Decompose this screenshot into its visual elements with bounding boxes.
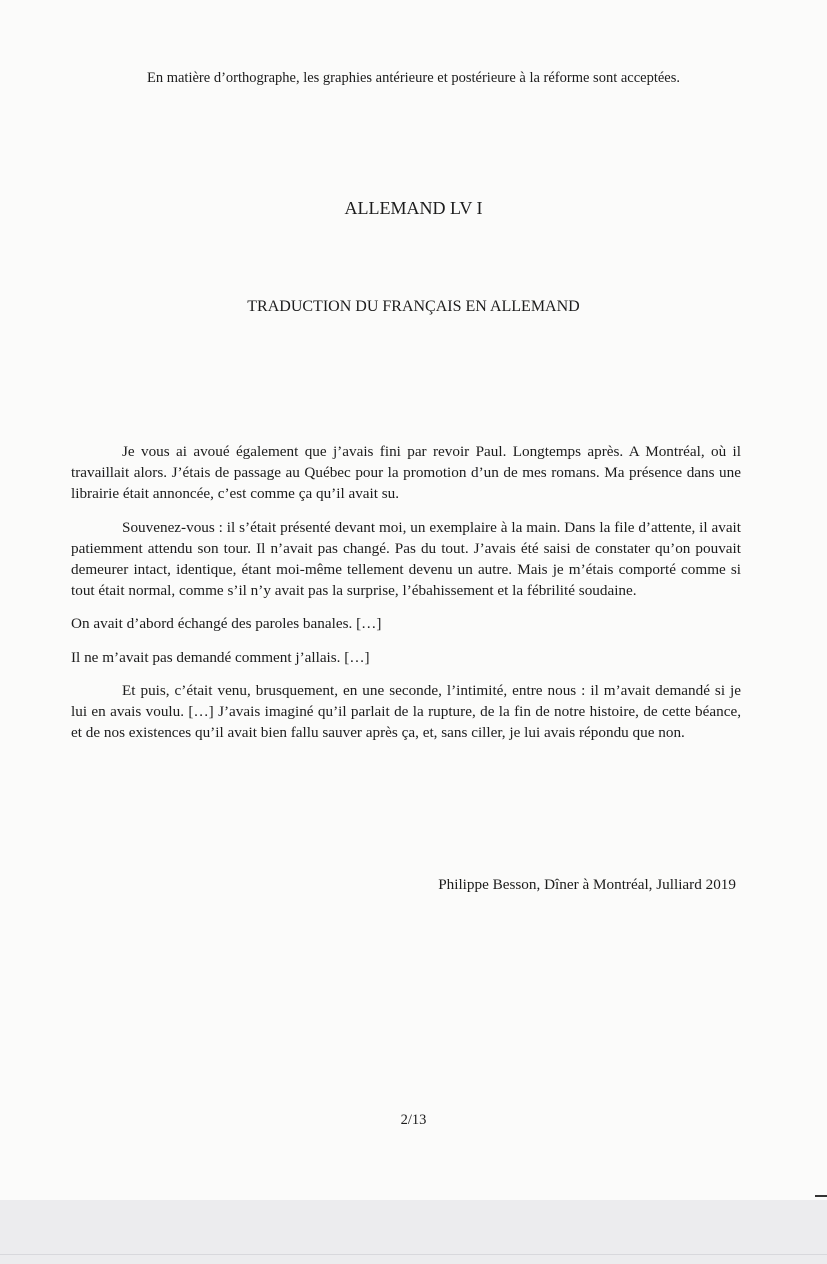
- divider: [0, 1254, 827, 1255]
- spelling-notice: En matière d’orthographe, les graphies antérieure et postérieure à la réforme sont acceptées.: [146, 70, 681, 86]
- source-citation: Philippe Besson, Dîner à Montréal, Julliard 2019: [438, 876, 736, 893]
- paragraph-1: Je vous ai avoué également que j’avais fini par revoir Paul. Longtemps après. A Montréal, où il travaillait alors. J’étais de passage au Québec pour la promotion d’un de mes romans. Ma présence dans une librairie était annoncée, c’est comme ça qu’il avait su.: [71, 443, 741, 503]
- translation-text: [71, 441, 741, 755]
- page-number: 2/13: [400, 1112, 427, 1128]
- paragraph-2: Souvenez-vous : il s’était présenté devant moi, un exemplaire à la main. Dans la file d’attente, il avait patiemment attendu son tour. Il n’avait pas changé. Pas du tout. J’avais été saisi de constater qu’on pouvait demeurer intact, identique, étant moi-même tellement devenu un autre. Mais je m’étais comporté comme si tout était normal, comme s’il n’y avait pas la surprise, l’ébahissement et la fébrilité soudaine.: [71, 518, 741, 600]
- edge-mark: [815, 1195, 827, 1197]
- viewer-bottom-bar: [0, 1200, 827, 1264]
- paragraph-5: Et puis, c’était venu, brusquement, en une seconde, l’intimité, entre nous : il m’avait demandé si je lui en avais voulu. […] J’avais imaginé qu’il parlait de la rupture, de la fin de notre histoire, de cette béance, et de nos existences qu’il avait bien fallu sauver après ça, et, sans ciller, je lui avais répondu que non.: [71, 681, 741, 742]
- page-title: ALLEMAND LV I: [344, 198, 483, 218]
- page-subtitle: TRADUCTION DU FRANÇAIS EN ALLEMAND: [247, 298, 580, 315]
- paragraph-4: Il ne m’avait pas demandé comment j’allais. […]: [71, 648, 370, 666]
- paragraph-3: On avait d’abord échangé des paroles banales. […]: [71, 615, 382, 633]
